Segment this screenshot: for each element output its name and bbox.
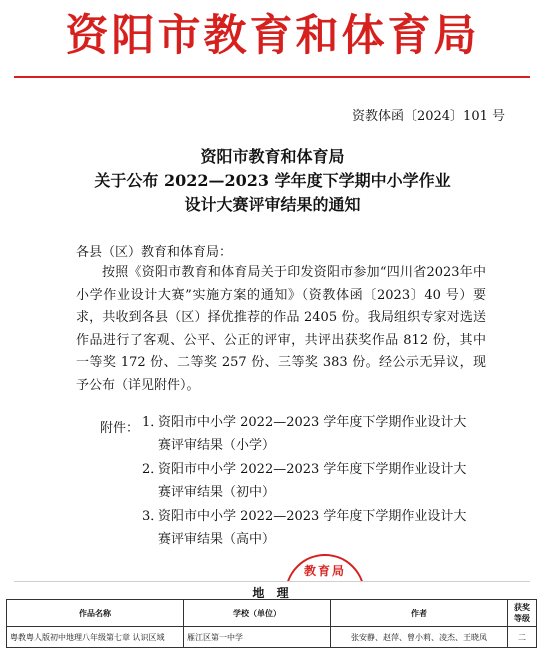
header-author: 作者	[331, 600, 508, 627]
header-work-name: 作品名称	[7, 600, 184, 627]
awards-table	[6, 599, 537, 648]
notice-title-line-1: 资阳市教育和体育局	[200, 147, 345, 166]
attachment-text: 资阳市中小学 2022—2023 学年度下学期作业设计大赛评审结果（初中）	[158, 462, 467, 500]
table-header-row	[7, 600, 537, 627]
attachment-item-2	[142, 459, 472, 504]
attachment-number: 1．	[142, 415, 164, 430]
attachment-item-3	[142, 506, 472, 551]
page-separator	[14, 581, 530, 582]
attachment-number: 2．	[142, 462, 164, 477]
attachments-label: 附件：	[100, 421, 140, 436]
salutation: 各县（区）教育和体育局：	[76, 245, 233, 260]
table-subject-title: 地 理	[252, 586, 293, 600]
attachment-number: 3．	[142, 509, 164, 524]
seal-text: 教育局	[303, 564, 346, 578]
notice-title-line-3: 设计大赛评审结果的通知	[184, 195, 361, 214]
cell-award-level: 二	[508, 627, 537, 648]
header-school: 学校（单位）	[184, 600, 331, 627]
attachment-text: 资阳市中小学 2022—2023 学年度下学期作业设计大赛评审结果（高中）	[158, 509, 467, 547]
attachment-text: 资阳市中小学 2022—2023 学年度下学期作业设计大赛评审结果（小学）	[158, 415, 467, 453]
cell-author: 张安静、赵萍、曾小莉、凌杰、王晓凤	[331, 627, 508, 648]
masthead-title: 资阳市教育和体育局	[65, 11, 480, 61]
official-seal	[285, 554, 365, 582]
body-paragraph: 按照《资阳市教育和体育局关于印发资阳市参加“四川省2023年中小学作业设计大赛”实施方案的通知》（资教体函〔2023〕40 号）要求，共收到各县（区）择优推荐的作品 2405 份。我局组织专家对选送作品进行了客观、公平、公正的评审，共评出获奖作品 812 份，其中一等奖 172 份、二等奖 257 份、三等奖 383 份。经公示无异议，现予公布（详见附件）。	[76, 265, 486, 393]
cell-school: 雁江区第一中学	[184, 627, 331, 648]
attachment-item-1	[142, 412, 472, 457]
red-divider	[14, 76, 530, 78]
document-number: 资教体函〔2024〕101 号	[351, 109, 505, 124]
cell-work-name: 粤教粤人版初中地理八年级第七章 认识区域	[7, 627, 184, 648]
notice-title-line-2: 关于公布 2022—2023 学年度下学期中小学作业	[94, 171, 451, 190]
table-row	[7, 627, 537, 648]
header-award-level: 获奖等级	[508, 600, 537, 627]
